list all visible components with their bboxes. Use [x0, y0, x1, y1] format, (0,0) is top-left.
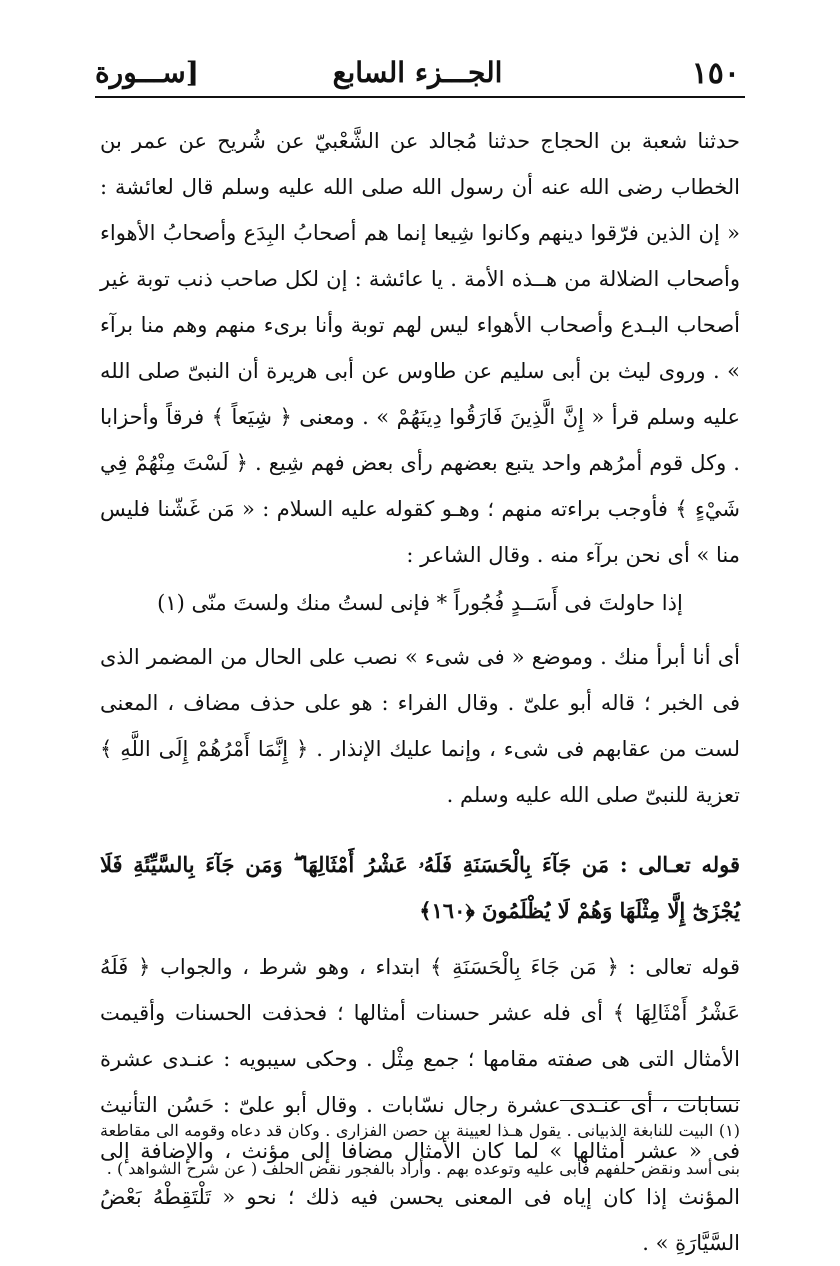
header-rule — [95, 96, 745, 98]
footnote-rule — [560, 1100, 740, 1101]
quran-verse: قوله تعـالى : مَن جَآءَ بِالْحَسَنَةِ فَلَهُۥ عَشْرُ أَمْثَالِهَا ۖ وَمَن جَآءَ بِالسَّيِّئَةِ فَلَا يُجْزَىٰٓ إِلَّا مِثْلَهَا وَهُمْ لَا يُظْلَمُونَ ﴿١٦٠﴾ — [100, 852, 740, 923]
spacer — [100, 818, 740, 832]
page-number: ١٥٠ — [691, 56, 740, 91]
page-body — [100, 118, 740, 1266]
footnotes — [100, 1112, 740, 1188]
poem-verse: إذا حاولتَ فى أَسَــدٍ فُجُوراً * فإنى لستُ منك ولستَ منّى (١) — [157, 591, 683, 615]
paragraph-explanation: أى أنا أبرأ منك . وموضع « فى شىء » نصب على الحال من المضمر الذى فى الخبر ؛ قاله أبو علىّ . وقال الفراء : هو على حذف مضاف ، المعنى لست من عقابهم فى شىء ، وإنما عليك الإنذار . ﴿ إِنَّمَا أَمْرُهُمْ إِلَى اللَّهِ ﴾ تعزية للنبىّ صلى الله عليه وسلم . — [100, 645, 740, 807]
footnote-1: (١) البيت للنابغة الذبيانى . يقول هـذا لعيينة بن حصن الفزارى . وكان قد دعاه وقومه الى مقاطعة بنى أسد ونقض حلفهم فأبى عليه وتوعده بهم . وأراد بالفجور نقض الحلف ( عن شرح الشواهد ) . — [100, 1121, 740, 1178]
surah-label: [ســـورة — [95, 56, 199, 89]
paragraph-hadith: حدثنا شعبة بن الحجاج حدثنا مُجالد عن الشَّعْبيّ عن شُريح عن عمر بن الخطاب رضى الله عنه أن رسول الله صلى الله عليه وسلم قال لعائشة : « إن الذين فرّقوا دينهم وكانوا شِيعا إنما هم أصحابُ البِدَع وأصحابُ الأهواء وأصحاب الضلالة من هــذه الأمة . يا عائشة : إن لكل صاحب ذنب توبة غير أصحاب البـدع وأصحاب الأهواء ليس لهم توبة وأنا برىء منهم وهم منا برآء » . وروى ليث بن أبى سليم عن طاوس عن أبى هريرة أن النبىّ صلى الله عليه وسلم قرأ « إِنَّ الَّذِينَ فَارَقُوا دِينَهُمْ » . ومعنى ﴿ شِيَعاً ﴾ فرقاً وأحزابا . وكل قوم أمرُهم واحد يتبع بعضهم رأى بعض فهم شِيع . ﴿ لَسْتَ مِنْهُمْ فِي شَيْءٍ ﴾ فأوجب براءته منهم ؛ وهـو كقوله عليه السلام : « مَن غَشّنا فليس منا » أى نحن برآء منه . وقال الشاعر : — [100, 129, 740, 567]
page-header — [95, 50, 740, 100]
paragraph-commentary: قوله تعالى : ﴿ مَن جَاءَ بِالْحَسَنَةِ ﴾ ابتداء ، وهو شرط ، والجواب ﴿ فَلَهُ عَشْرُ أَمْثَالِهَا ﴾ أى فله عشر حسنات أمثالها ؛ فحذفت الحسنات وأقيمت الأمثال التى هى صفته مقامها ؛ جمع مِثْل . وحكى سيبويه : عنـدى عشرة نسابات ، أى عنـدى عشرة رجال نسّابات . وقال أبو علىّ : حَسُن التأنيث فى « عشر أمثالها » لما كان الأمثال مضافا إلى مؤنث ، والإضافة إلى المؤنث إذا كان إياه فى المعنى يحسن فيه ذلك ؛ نحو « تَلْتَقِطْهُ بَعْضُ السَّيَّارَةِ » . — [100, 955, 740, 1255]
running-title: الجـــزء السابع — [332, 56, 503, 89]
